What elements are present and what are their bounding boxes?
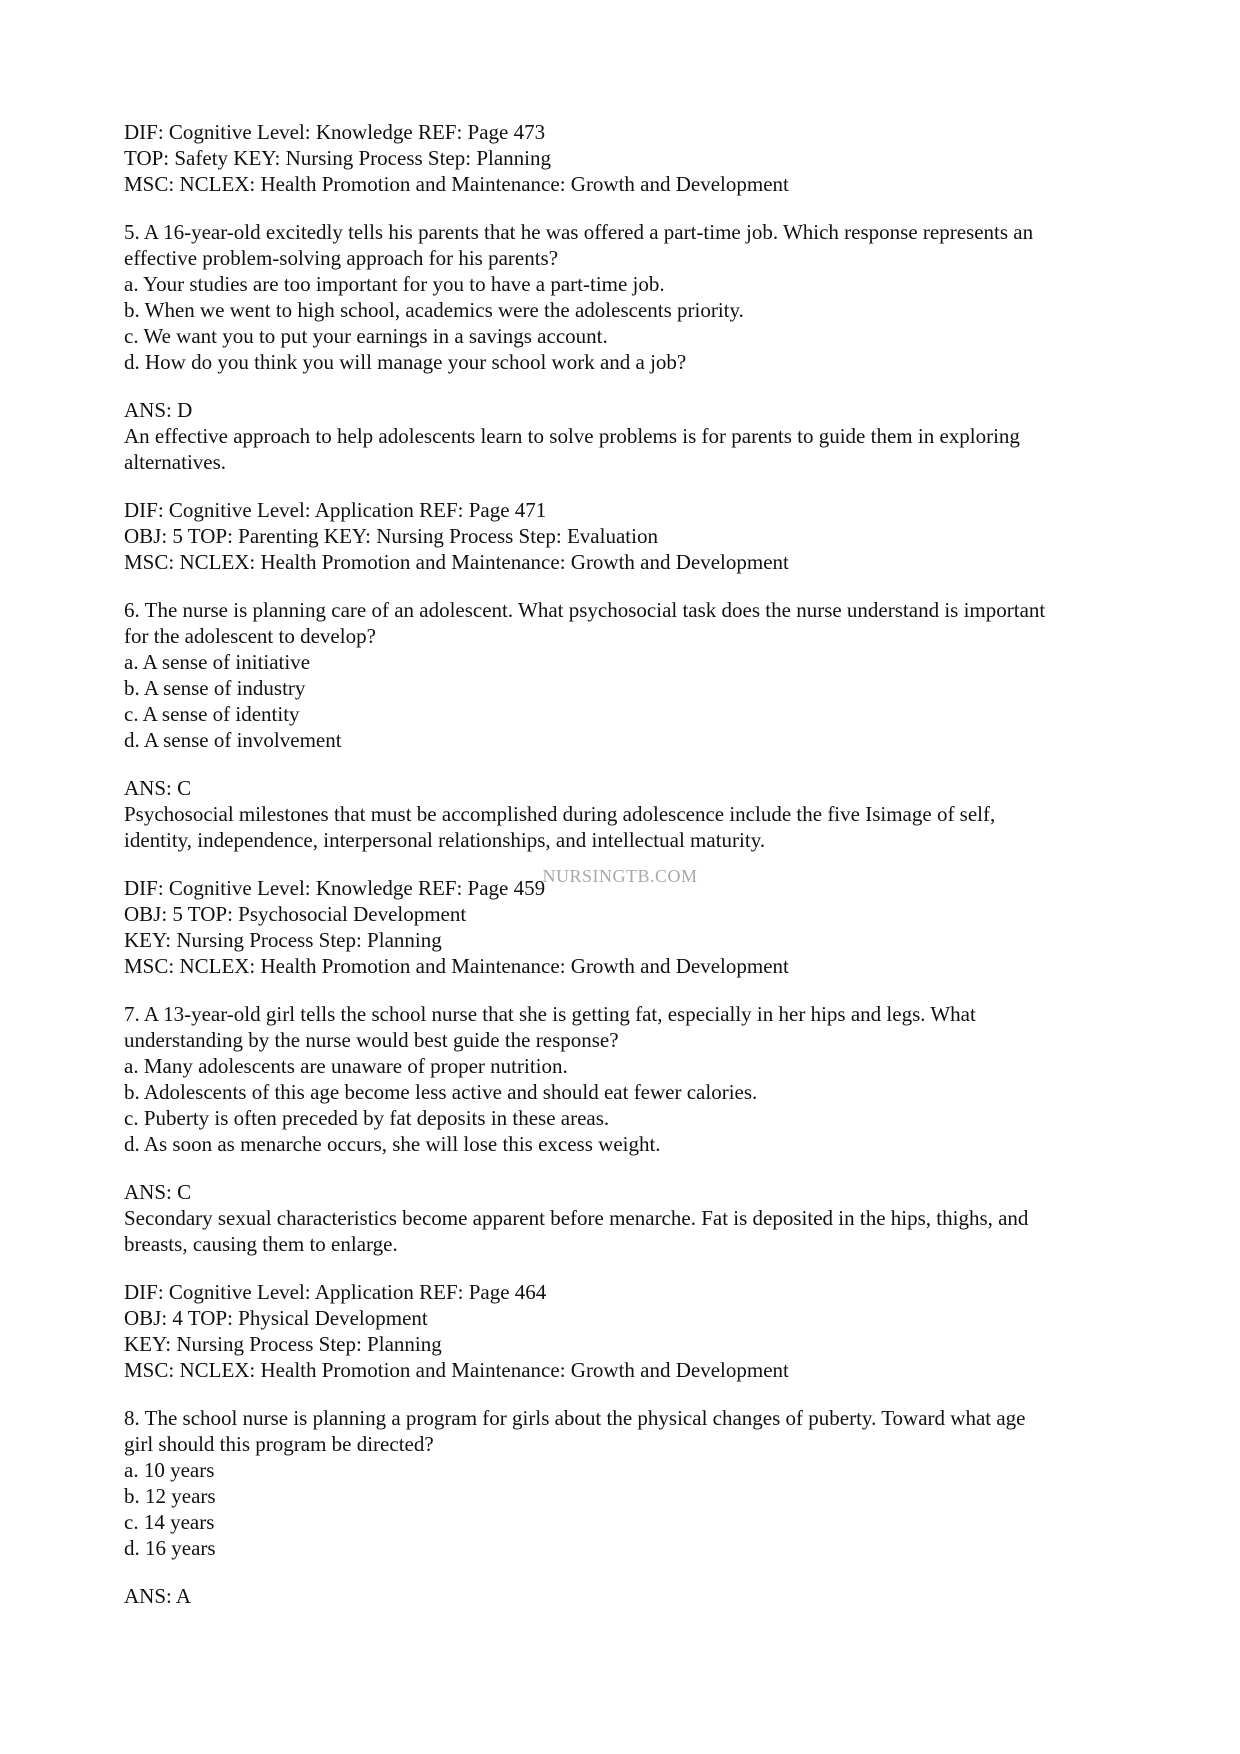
text-line: ANS: D [124, 398, 193, 422]
text-line: DIF: Cognitive Level: Application REF: Page 471 [124, 498, 547, 522]
text-block [124, 219, 1124, 375]
text-block [124, 1279, 1124, 1383]
document-body [124, 119, 1124, 1609]
text-line: 6. The nurse is planning care of an adolescent. What psychosocial task does the nurse understand is important [124, 598, 1046, 622]
text-block [124, 497, 1124, 575]
text-line: a. Your studies are too important for you to have a part-time job. [124, 272, 665, 296]
block-spacer [124, 1157, 1124, 1179]
text-line: d. 16 years [124, 1536, 216, 1560]
block-spacer [124, 1257, 1124, 1279]
text-line: d. How do you think you will manage your school work and a job? [124, 350, 687, 374]
text-line: identity, independence, interpersonal relationships, and intellectual maturity. [124, 828, 766, 852]
text-line: OBJ: 5 TOP: Psychosocial Development [124, 902, 467, 926]
text-line: MSC: NCLEX: Health Promotion and Maintenance: Growth and Development [124, 172, 789, 196]
text-line: Secondary sexual characteristics become apparent before menarche. Fat is deposited in the hips, thighs, and [124, 1206, 1029, 1230]
text-line: understanding by the nurse would best guide the response? [124, 1028, 619, 1052]
text-block [124, 1179, 1124, 1257]
text-line: 5. A 16-year-old excitedly tells his parents that he was offered a part-time job. Which response represents an [124, 220, 1034, 244]
block-spacer [124, 475, 1124, 497]
text-block [124, 1583, 1124, 1609]
text-line: for the adolescent to develop? [124, 624, 376, 648]
block-spacer [124, 979, 1124, 1001]
text-line: alternatives. [124, 450, 227, 474]
text-line: 8. The school nurse is planning a program for girls about the physical changes of puberty. Toward what age [124, 1406, 1026, 1430]
text-line: b. Adolescents of this age become less active and should eat fewer calories. [124, 1080, 758, 1104]
text-line: KEY: Nursing Process Step: Planning [124, 928, 442, 952]
block-spacer [124, 375, 1124, 397]
block-spacer [124, 197, 1124, 219]
text-line: b. A sense of industry [124, 676, 306, 700]
text-line: ANS: C [124, 1180, 192, 1204]
text-line: b. When we went to high school, academics were the adolescents priority. [124, 298, 744, 322]
text-line: girl should this program be directed? [124, 1432, 434, 1456]
text-line: a. A sense of initiative [124, 650, 311, 674]
text-line: MSC: NCLEX: Health Promotion and Maintenance: Growth and Development [124, 1358, 789, 1382]
text-block [124, 875, 1124, 979]
watermark: NURSINGTB.COM [542, 866, 698, 886]
block-spacer [124, 1383, 1124, 1405]
text-line: effective problem-solving approach for his parents? [124, 246, 559, 270]
text-line: DIF: Cognitive Level: Knowledge REF: Page 459 [124, 876, 546, 900]
block-spacer [124, 1561, 1124, 1583]
text-line: c. A sense of identity [124, 702, 300, 726]
text-block [124, 397, 1124, 475]
text-line: OBJ: 4 TOP: Physical Development [124, 1306, 428, 1330]
text-line: TOP: Safety KEY: Nursing Process Step: Planning [124, 146, 552, 170]
text-line: ANS: C [124, 776, 192, 800]
text-line: KEY: Nursing Process Step: Planning [124, 1332, 442, 1356]
text-line: 7. A 13-year-old girl tells the school nurse that she is getting fat, especially in her hips and legs. What [124, 1002, 976, 1026]
text-line: MSC: NCLEX: Health Promotion and Maintenance: Growth and Development [124, 954, 789, 978]
text-line: b. 12 years [124, 1484, 216, 1508]
text-line: Psychosocial milestones that must be accomplished during adolescence include the five Isimage of self, [124, 802, 996, 826]
text-line: ANS: A [124, 1584, 192, 1608]
text-block [124, 775, 1124, 853]
text-line: c. 14 years [124, 1510, 215, 1534]
text-line: c. We want you to put your earnings in a savings account. [124, 324, 608, 348]
text-line: DIF: Cognitive Level: Application REF: Page 464 [124, 1280, 547, 1304]
text-line: d. As soon as menarche occurs, she will lose this excess weight. [124, 1132, 661, 1156]
text-block [124, 597, 1124, 753]
text-line: DIF: Cognitive Level: Knowledge REF: Page 473 [124, 120, 546, 144]
text-line: MSC: NCLEX: Health Promotion and Maintenance: Growth and Development [124, 550, 789, 574]
text-line: d. A sense of involvement [124, 728, 342, 752]
text-block [124, 119, 1124, 197]
text-line: a. Many adolescents are unaware of proper nutrition. [124, 1054, 568, 1078]
text-line: a. 10 years [124, 1458, 215, 1482]
text-block [124, 1001, 1124, 1157]
text-line: OBJ: 5 TOP: Parenting KEY: Nursing Process Step: Evaluation [124, 524, 658, 548]
text-line: c. Puberty is often preceded by fat deposits in these areas. [124, 1106, 610, 1130]
text-line: An effective approach to help adolescents learn to solve problems is for parents to guide them in exploring [124, 424, 1020, 448]
block-spacer [124, 753, 1124, 775]
text-block [124, 1405, 1124, 1561]
block-spacer [124, 575, 1124, 597]
text-line: breasts, causing them to enlarge. [124, 1232, 398, 1256]
